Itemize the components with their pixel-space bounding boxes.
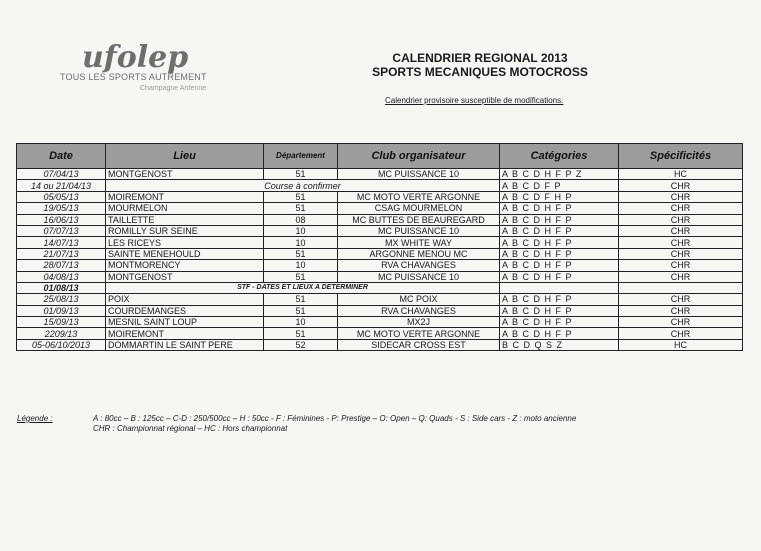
header-club: Club organisateur	[338, 144, 500, 169]
cell-date: 05/05/13	[17, 191, 106, 202]
cell-specificites: CHR	[619, 191, 743, 202]
cell-departement: 51	[264, 328, 338, 339]
cell-club: CSAG MOURMELON	[338, 203, 500, 214]
cell-specificites: CHR	[619, 248, 743, 259]
cell-categories: B C D Q S Z	[500, 339, 619, 350]
cell-date: 19/05/13	[17, 203, 106, 214]
cell-specificites	[619, 282, 743, 293]
cell-date: 04/08/13	[17, 271, 106, 282]
cell-date: 05-06/10/2013	[17, 339, 106, 350]
table-row	[17, 260, 743, 271]
cell-club: MC BUTTES DE BEAUREGARD	[338, 214, 500, 225]
cell-specificites: CHR	[619, 317, 743, 328]
provisional-notice: Calendrier provisoire susceptible de modifications.	[385, 96, 564, 105]
legend-line-1: A : 80cc – B : 125cc – C-D : 250/500cc – H : 50cc - F : Féminines - P: Prestige – O: Open – Q: Quads - S : Side cars - Z : moto ancienne	[93, 414, 577, 423]
table-row	[17, 294, 743, 305]
cell-departement: 10	[264, 260, 338, 271]
cell-lieu: COURDEMANGES	[106, 305, 264, 316]
cell-lieu: MOURMELON	[106, 203, 264, 214]
table-row	[17, 339, 743, 350]
cell-categories: A B C D H F P	[500, 214, 619, 225]
logo-tagline: TOUS LES SPORTS AUTREMENT	[60, 72, 207, 82]
table-row	[17, 203, 743, 214]
cell-date: 25/08/13	[17, 294, 106, 305]
cell-departement: 51	[264, 169, 338, 180]
cell-categories: A B C D H F P	[500, 271, 619, 282]
cell-categories: A B C D H F P	[500, 248, 619, 259]
header-categories: Catégories	[500, 144, 619, 169]
cell-specificites: CHR	[619, 180, 743, 191]
cell-club: MC MOTO VERTE ARGONNE	[338, 328, 500, 339]
cell-lieu: MOIREMONT	[106, 328, 264, 339]
cell-specificites: CHR	[619, 203, 743, 214]
cell-categories: A B C D H F P	[500, 317, 619, 328]
cell-departement: 51	[264, 203, 338, 214]
cell-date: 15/09/13	[17, 317, 106, 328]
cell-specificites: CHR	[619, 294, 743, 305]
cell-departement: 51	[264, 191, 338, 202]
schedule-table	[16, 143, 743, 351]
cell-lieu: MONTGENOST	[106, 271, 264, 282]
cell-lieu: MONTMORENCY	[106, 260, 264, 271]
cell-departement: 08	[264, 214, 338, 225]
cell-club: MC POIX	[338, 294, 500, 305]
table-row	[17, 248, 743, 259]
cell-departement: 52	[264, 339, 338, 350]
cell-departement: 51	[264, 271, 338, 282]
cell-club: MX WHITE WAY	[338, 237, 500, 248]
cell-categories: A B C D F H P	[500, 191, 619, 202]
cell-categories: A B C D H F P	[500, 294, 619, 305]
cell-date: 14/07/13	[17, 237, 106, 248]
cell-date: 2209/13	[17, 328, 106, 339]
cell-lieu: DOMMARTIN LE SAINT PERE	[106, 339, 264, 350]
cell-lieu: MOIREMONT	[106, 191, 264, 202]
cell-note: STF - DATES ET LIEUX A DETERMINER	[106, 282, 500, 293]
cell-specificites: CHR	[619, 237, 743, 248]
cell-categories: A B C D H F P	[500, 225, 619, 236]
legend-text	[93, 414, 693, 434]
cell-specificites: HC	[619, 169, 743, 180]
cell-lieu: SAINTE MENEHOULD	[106, 248, 264, 259]
cell-lieu: MESNIL SAINT LOUP	[106, 317, 264, 328]
cell-lieu: LES RICEYS	[106, 237, 264, 248]
cell-specificites: CHR	[619, 328, 743, 339]
cell-date: 16/06/13	[17, 214, 106, 225]
table-header-row	[17, 144, 743, 169]
cell-club: MC PUISSANCE 10	[338, 271, 500, 282]
cell-categories: A B C D H F P Z	[500, 169, 619, 180]
table-row	[17, 271, 743, 282]
cell-specificites: CHR	[619, 271, 743, 282]
cell-lieu: MONTGENOST	[106, 169, 264, 180]
cell-categories	[500, 282, 619, 293]
cell-departement: 51	[264, 248, 338, 259]
table-row	[17, 305, 743, 316]
cell-specificites: CHR	[619, 260, 743, 271]
cell-date: 07/07/13	[17, 225, 106, 236]
logo-region: Champagne Ardenne	[140, 85, 207, 92]
cell-date: 07/04/13	[17, 169, 106, 180]
cell-club: MC PUISSANCE 10	[338, 169, 500, 180]
cell-club: MX2J	[338, 317, 500, 328]
cell-departement: 10	[264, 237, 338, 248]
table-row	[17, 169, 743, 180]
table-row	[17, 237, 743, 248]
logo-wordmark: ufolep	[82, 40, 189, 75]
cell-categories: A B C D F P	[500, 180, 619, 191]
cell-specificites: CHR	[619, 305, 743, 316]
cell-specificites: CHR	[619, 225, 743, 236]
cell-club: ARGONNE MENOU MC	[338, 248, 500, 259]
cell-lieu: ROMILLY SUR SEINE	[106, 225, 264, 236]
table-row	[17, 191, 743, 202]
cell-club: MC PUISSANCE 10	[338, 225, 500, 236]
cell-categories: A B C D H F P	[500, 305, 619, 316]
cell-specificites: HC	[619, 339, 743, 350]
table-row	[17, 317, 743, 328]
header-lieu: Lieu	[106, 144, 264, 169]
cell-date: 01/09/13	[17, 305, 106, 316]
table-row	[17, 214, 743, 225]
cell-specificites: CHR	[619, 214, 743, 225]
table-row	[17, 225, 743, 236]
cell-categories: A B C D H F P	[500, 260, 619, 271]
cell-departement: 10	[264, 317, 338, 328]
table-row	[17, 180, 743, 191]
cell-date: 01/08/13	[17, 282, 106, 293]
cell-lieu: TAILLETTE	[106, 214, 264, 225]
cell-categories: A B C D H F P	[500, 237, 619, 248]
document-title	[355, 51, 605, 79]
cell-date: 28/07/13	[17, 260, 106, 271]
header-departement: Département	[264, 144, 338, 169]
cell-date: 21/07/13	[17, 248, 106, 259]
table-row	[17, 282, 743, 293]
legend-label: Légende :	[17, 414, 53, 423]
cell-categories: A B C D H F P	[500, 328, 619, 339]
cell-categories: A B C D H F P	[500, 203, 619, 214]
cell-club: RVA CHAVANGES	[338, 305, 500, 316]
cell-lieu: POIX	[106, 294, 264, 305]
cell-club: SIDECAR CROSS EST	[338, 339, 500, 350]
cell-departement: 10	[264, 225, 338, 236]
cell-departement: 51	[264, 305, 338, 316]
title-line-1: CALENDRIER REGIONAL 2013	[392, 51, 568, 65]
cell-club: MC MOTO VERTE ARGONNE	[338, 191, 500, 202]
header-specificites: Spécificités	[619, 144, 743, 169]
title-line-2: SPORTS MECANIQUES MOTOCROSS	[372, 65, 588, 79]
legend-line-2: CHR : Championnat régional – HC : Hors championnat	[93, 424, 288, 433]
table-row	[17, 328, 743, 339]
cell-departement: 51	[264, 294, 338, 305]
cell-note: Course à confirmer	[106, 180, 500, 191]
header-date: Date	[17, 144, 106, 169]
cell-club: RVA CHAVANGES	[338, 260, 500, 271]
cell-date: 14 ou 21/04/13	[17, 180, 106, 191]
